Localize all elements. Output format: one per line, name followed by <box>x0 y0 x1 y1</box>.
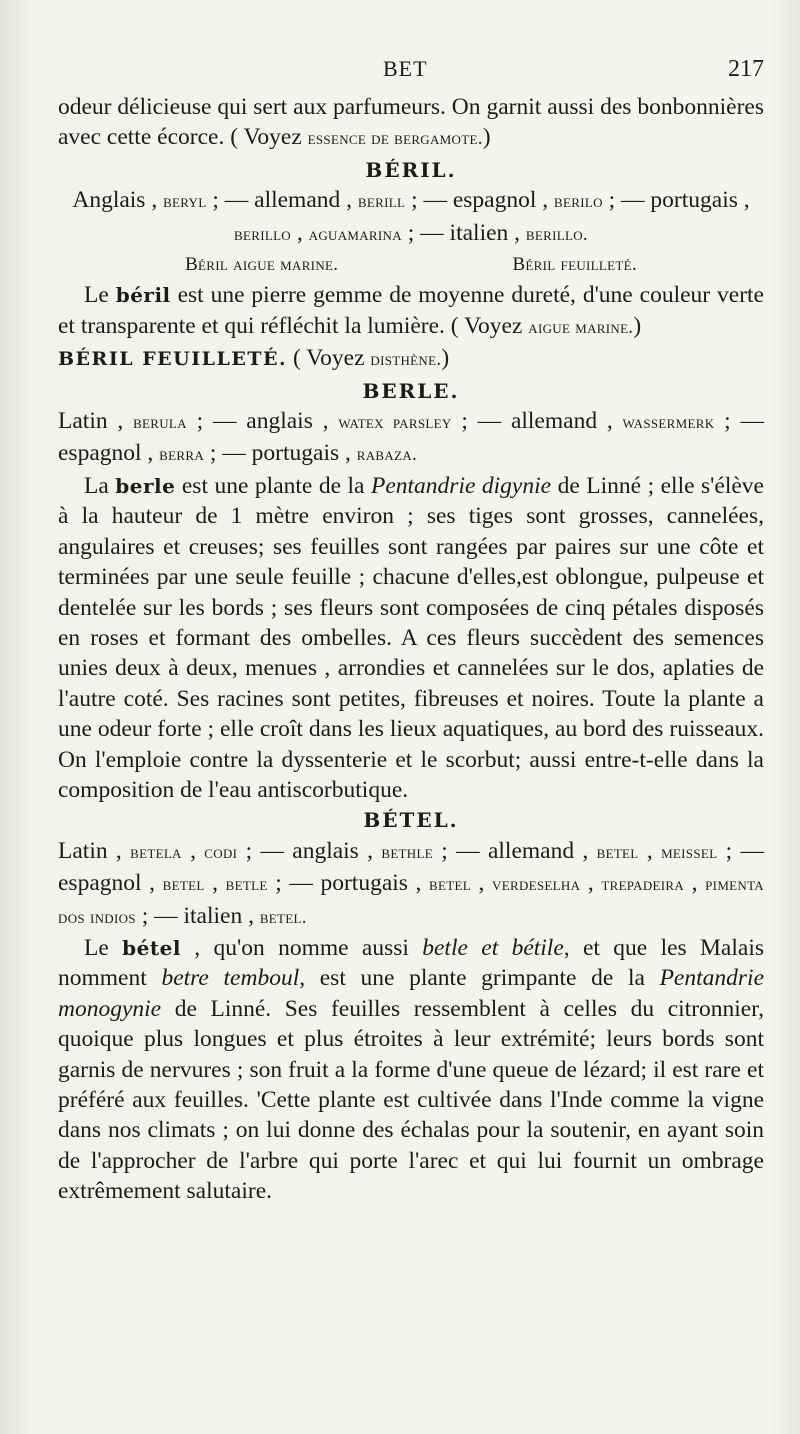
bergamote-continuation <box>58 92 764 155</box>
desc-text: de Linné ; elle s'élève à la hauteur de 1 mètre environ ; ses tiges sont grosses, cannelées, angulaires et creuses; ses feuilles sont rangées par paires sur une côte et terminées par une seule feuille ; chacune d'elles,est oblongue, pulpeuse et dentelée sur les bords ; ses fleurs sont composées de cinq pétales disposés en roses et formant des ombelles. A ces fleurs succèdent des semences unies deux à deux, menues , arrondies et cannelées sur le dos, aplaties de l'autre coté. Ses racines sont petites, fibreuses et noires. Toute la plante a une odeur forte ; elle croît dans les lieux aquatiques, au bord des ruisseaux. On l'emploie contre la dyssenterie et le scorbut; aussi entre-t-elle dans la composition de l'eau antiscorbutique. <box>58 472 764 803</box>
lang-word: berill <box>357 191 406 213</box>
lang-word: berilo <box>554 191 603 213</box>
lang-word: betel <box>429 874 471 896</box>
desc-text: , qu'on nomme aussi <box>180 934 423 961</box>
betel-description <box>58 933 764 1207</box>
lang-word: watex parsley <box>338 412 452 434</box>
lang-word: berula <box>133 412 187 434</box>
cross-ref: disthène. <box>370 349 442 371</box>
lang-label: Latin , <box>58 408 134 435</box>
betel-translations <box>58 836 764 933</box>
subentry-aigue-marine: Béril aigue marine. <box>185 254 339 276</box>
lang-label: Latin , <box>58 837 131 864</box>
desc-text: , et que les Malais nomment <box>58 934 764 992</box>
beril-translations <box>58 185 764 250</box>
lang-label: ; — portugais , <box>267 870 430 897</box>
alt-name: betle et bétile <box>422 934 564 961</box>
lang-word: beryl <box>163 191 207 213</box>
lang-label: ; — allemand , <box>206 187 358 214</box>
running-head: BET <box>383 56 428 81</box>
desc-text: ) <box>633 312 642 339</box>
entry-heading-beril: BÉRIL. <box>365 157 457 182</box>
lang-label: ; — anglais , <box>237 837 382 864</box>
lang-label: ; — espagnol , <box>58 408 765 467</box>
desc-text: est une plante de la <box>175 472 371 499</box>
entry-keyword: berle <box>115 473 176 498</box>
bergamote-text: odeur délicieuse qui sert aux parfumeurs. On garnit aussi des bonbonnières avec cette écorce. ( Voyez <box>58 94 764 151</box>
desc-text: Le <box>84 934 123 961</box>
body-text <box>58 92 764 1207</box>
desc-text: est une pierre gemme de moyenne dureté, d'une couleur verte et transparente et qui réfléchit la lumière. ( Voyez <box>58 282 764 339</box>
entry-heading-betel: BÉTEL. <box>363 808 459 833</box>
lang-label: , <box>638 837 662 864</box>
berle-translations <box>58 406 764 471</box>
lang-label: ; — espagnol , <box>58 837 765 897</box>
lang-word: wassermerk <box>622 412 715 434</box>
page-header <box>0 56 800 86</box>
lang-label: ; — espagnol , <box>405 187 555 214</box>
lang-word: codi <box>204 841 238 863</box>
beril-description <box>58 280 764 343</box>
lang-word: bethle <box>381 841 433 863</box>
botanical-class: Pentandrie monogynie <box>58 965 764 1022</box>
lang-word: aguamarina <box>308 223 402 245</box>
lang-label: , <box>470 870 493 897</box>
desc-text: Le <box>84 282 116 309</box>
lang-label: ; — italien , <box>401 219 526 246</box>
lang-word: berillo. <box>525 223 588 245</box>
lang-word: betel. <box>259 906 307 928</box>
lang-label: ; — anglais , <box>186 408 339 435</box>
desc-text: ( Voyez <box>287 345 371 372</box>
lang-label: ; — portugais , <box>602 187 750 214</box>
lang-label: ; — allemand , <box>432 837 597 864</box>
desc-text: , est une plante grimpante de la <box>299 965 660 992</box>
botanical-class: Pentandrie digynie <box>370 472 552 499</box>
lang-word: berra <box>159 444 205 466</box>
lang-word: berillo <box>234 223 291 245</box>
lang-word: betel <box>596 841 639 863</box>
lang-word: trepadeira <box>601 874 685 896</box>
bergamote-cross-ref: essence de bergamote. <box>307 128 483 150</box>
lang-word: verdeselha <box>492 874 581 896</box>
lang-word: rabaza. <box>356 444 418 466</box>
entry-heading-beril-feuillete: BÉRIL FEUILLETÉ. <box>58 348 288 371</box>
page-number: 217 <box>728 56 764 82</box>
lang-label: , <box>204 870 226 897</box>
lang-label: , <box>580 870 602 897</box>
berle-description <box>58 471 764 805</box>
entry-keyword: béril <box>115 283 171 308</box>
entry-keyword: bétel <box>122 935 181 960</box>
beril-feuillete-entry <box>58 343 764 375</box>
lang-label: Anglais , <box>72 187 164 214</box>
cross-ref: aigue marine. <box>528 316 634 338</box>
lang-label: , <box>684 870 706 897</box>
desc-text: La <box>84 472 116 499</box>
lang-label: ; — portugais , <box>204 440 357 467</box>
beril-subentries <box>58 250 764 280</box>
lang-word: betel <box>162 874 205 896</box>
lang-word: betle <box>225 874 268 896</box>
desc-text: de Linné. Ses feuilles ressemblent à celles du citronnier, quoique plus longues et plus étroites à leur extrémité; leurs bords sont garnis de nervures ; son fruit a la forme d'une queue de lézard; il est rare et préféré aux feuilles. 'Cette plante est cultivée dans l'Inde comme la vigne dans nos climats ; on lui donne des échalas pour la soutenir, en ayant soin de l'approcher de l'arbre qui porte l'arec et qui lui fournit un ombrage extrêmement salutaire. <box>58 995 764 1205</box>
lang-label: , <box>181 837 205 864</box>
alt-name: betre temboul <box>161 965 300 992</box>
lang-word: betela <box>130 841 182 863</box>
lang-label: ; — allemand , <box>451 408 623 435</box>
lang-label: ; — italien , <box>135 902 260 929</box>
bergamote-close: ) <box>482 124 491 151</box>
lang-label: , <box>291 219 309 246</box>
desc-text: ) <box>441 345 450 372</box>
entry-heading-berle: BERLE. <box>362 378 460 403</box>
lang-word: meissel <box>661 841 718 863</box>
subentry-feuillete: Béril feuilleté. <box>512 254 637 276</box>
lang-word: pimenta dos indios <box>58 874 764 928</box>
